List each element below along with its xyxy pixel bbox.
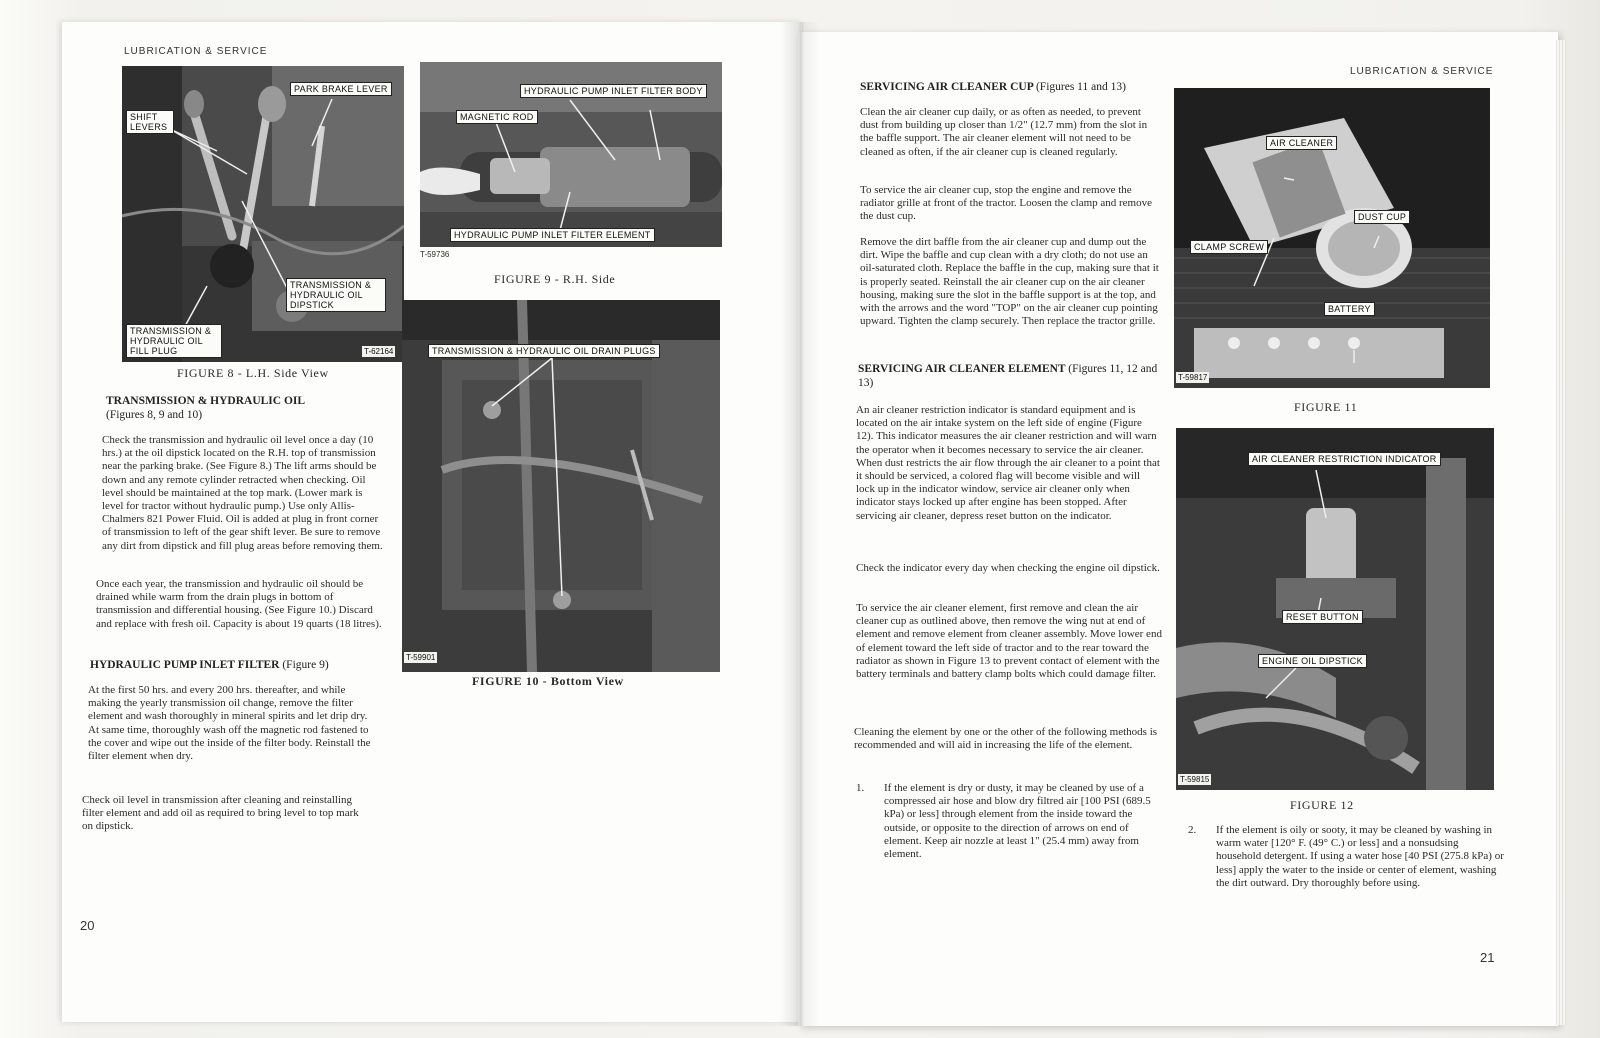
- section-cup-paragraph-2: To service the air cleaner cup, stop the engine and remove the radiator grille at front of the tractor. Loosen the clamp and remove the dust cup.: [860, 184, 1152, 223]
- step-1-text: If the element is dry or dusty, it may be cleaned by use of a compressed air hose and blow dry filtred air [100 PSI (689.5 kPa) or less] through element from the inside toward the outside, or opposite to the direction of arrows on end of element. Keep air nozzle at least 1" (25.4 mm) away from element.: [884, 782, 1151, 861]
- section-oil-title: TRANSMISSION & HYDRAULIC OIL: [106, 395, 306, 407]
- section-oil-subtitle: (Figures 8, 9 and 10): [106, 409, 203, 421]
- left-page-header: LUBRICATION & SERVICE: [124, 46, 268, 57]
- step-2-number: 2.: [1188, 824, 1197, 836]
- page-edges: [1556, 40, 1566, 1025]
- label-shift-levers: SHIFT LEVERS: [126, 110, 174, 134]
- figure-9-caption: FIGURE 9 - R.H. Side: [494, 272, 616, 286]
- section-filter-paragraph-1: At the first 50 hrs. and every 200 hrs. thereafter, and while making the yearly transmission oil change, remove the filter element and wash thoroughly in mineral spirits and let drip dry. At same time, thoroughly wash off the magnetic rod fastened to the cover and wipe out the inside of the filter body. Reinstall the filter element when dry.: [88, 684, 371, 763]
- figure-12-illustration: [1176, 428, 1494, 790]
- label-filter-body: HYDRAULIC PUMP INLET FILTER BODY: [520, 84, 707, 98]
- step-1: [856, 782, 1166, 882]
- figure-12-tnumber: T-59815: [1180, 775, 1210, 784]
- section-element-subtitle: (Figures 11, 12 and 13): [858, 363, 1158, 389]
- section-filter-title: HYDRAULIC PUMP INLET FILTER: [90, 659, 280, 671]
- section-filter-subtitle: (Figure 9): [282, 659, 329, 671]
- section-filter-heading: [90, 658, 410, 672]
- label-clamp-screw: CLAMP SCREW: [1190, 240, 1268, 254]
- section-cup-subtitle: (Figures 11 and 13): [1035, 81, 1126, 93]
- figure-10-photo: [402, 300, 720, 672]
- step-2-text: If the element is oily or sooty, it may be cleaned by washing in warm water [120° F. (49° C.) or less] and a nonsudsing household detergent. If using a water hose [40 PSI (275.8 kPa) or less] apply the water to the inside or center of element, washing the dirt outward. Dry thoroughly before using.: [1216, 824, 1504, 889]
- figure-11-caption: FIGURE 11: [1294, 400, 1358, 414]
- section-cup-paragraph-1: Clean the air cleaner cup daily, or as often as needed, to prevent dust from building up closer than 1/2" (12.7 mm) from the slot in the baffle support. The air cleaner element will not need to be cleaned as often, if the air cleaner cup is cleaned regularly.: [860, 106, 1148, 158]
- right-page-header: LUBRICATION & SERVICE: [1350, 66, 1494, 77]
- book-gutter: [780, 22, 820, 1026]
- figure-8-caption: FIGURE 8 - L.H. Side View: [177, 366, 329, 380]
- section-oil-paragraph-1: Check the transmission and hydraulic oil level once a day (10 hrs.) at the oil dipstick located on the R.H. top of transmission near the parking brake. (See Figure 8.) The lift arms should be down and any remote cylinder retracted when checking. Oil level should be maintained at the top mark. (Lower mark is level for tractor without hydraulic pump.) Use only Allis-Chalmers 821 Power Fluid. Oil is added at plug in front corner of transmission to left of the gear shift lever. Be sure to remove any dirt from dipstick and fill plug areas before removing them.: [102, 434, 383, 552]
- figure-11-tnumber: T-59817: [1178, 373, 1208, 382]
- label-magnetic-rod: MAGNETIC ROD: [456, 110, 538, 124]
- section-cup-heading: [860, 80, 1180, 94]
- figure-11-illustration: [1174, 88, 1490, 388]
- figure-8-tnumber: T-62164: [364, 347, 394, 356]
- label-drain-plugs: TRANSMISSION & HYDRAULIC OIL DRAIN PLUGS: [428, 344, 660, 358]
- section-filter-paragraph-2: Check oil level in transmission after cleaning and reinstalling filter element and add oil as required to bring level to top mark on dipstick.: [82, 794, 359, 833]
- section-oil-paragraph-2: Once each year, the transmission and hydraulic oil should be drained while warm from the drain plugs in bottom of transmission and differential housing. (See Figure 10.) Discard and replace with fresh oil. Capacity is about 19 quarts (18 litres).: [96, 578, 382, 630]
- label-battery: BATTERY: [1324, 302, 1375, 316]
- label-filter-element: HYDRAULIC PUMP INLET FILTER ELEMENT: [450, 228, 655, 242]
- label-air-cleaner: AIR CLEANER: [1266, 136, 1337, 150]
- step-1-number: 1.: [856, 782, 865, 794]
- right-page-number: 21: [1480, 950, 1495, 965]
- figure-9-tnumber: T-59736: [420, 250, 450, 259]
- section-element-paragraph-3: To service the air cleaner element, first remove and clean the air cleaner cup as outlined above, then remove the wing nut at end of element and remove element from cleaner assembly. Move lower end of element toward the left side of tractor and to the rear toward the radiator as shown in Figure 13 to prevent contact of element with the battery terminals and battery clamp bolts which could damage filter.: [856, 602, 1162, 681]
- label-oil-fill-plug: TRANSMISSION & HYDRAULIC OIL FILL PLUG: [126, 324, 222, 358]
- section-oil-heading: [106, 394, 396, 422]
- figure-8-photo: [122, 66, 404, 362]
- label-restriction-indicator: AIR CLEANER RESTRICTION INDICATOR: [1248, 452, 1441, 466]
- figure-12-caption: FIGURE 12: [1290, 798, 1354, 812]
- section-cup-title: SERVICING AIR CLEANER CUP: [860, 81, 1034, 93]
- figure-9-photo: [420, 62, 722, 247]
- figure-10-tnumber: T-59901: [406, 653, 436, 662]
- label-reset-button: RESET BUTTON: [1282, 610, 1363, 624]
- section-element-paragraph-1: An air cleaner restriction indicator is standard equipment and is located on the air intake system on the left side of engine (Figure 12). This indicator measures the air cleaner restriction and will warn the operator when it becomes necessary to service the air cleaner. When dust restricts the air flow through the air cleaner to a point that it should be serviced, a colored flag will become visible and will lock up in the indicator window, service air cleaner only when indicator stays locked up after engine has been stopped. After servicing air cleaner, depress reset button on the indicator.: [856, 404, 1160, 522]
- right-page: [798, 32, 1558, 1026]
- section-element-heading: [858, 362, 1168, 390]
- section-element-paragraph-2: Check the indicator every day when checking the engine oil dipstick.: [856, 562, 1160, 574]
- figure-10-caption: FIGURE 10 - Bottom View: [472, 674, 624, 688]
- label-park-brake-lever: PARK BRAKE LEVER: [290, 82, 392, 96]
- section-element-paragraph-4: Cleaning the element by one or the other of the following methods is recommended and will aid in increasing the life of the element.: [854, 726, 1158, 752]
- figure-12-photo: [1176, 428, 1494, 790]
- left-page-number: 20: [80, 918, 95, 933]
- step-2: [1188, 824, 1506, 924]
- label-dust-cup: DUST CUP: [1354, 210, 1410, 224]
- section-cup-paragraph-3: Remove the dirt baffle from the air cleaner cup and dump out the dirt. Wipe the baffle and cup clean with a dry cloth; do not use an oil-saturated cloth. Replace the baffle in the cup, making sure that it is properly seated. Reinstall the air cleaner cup on the air cleaner housing, making sure the slot in the baffle support is at the top, and with the arrows and the word "TOP" on the air cleaner cup pointing upward. Tighten the clamp securely. Then replace the tractor grille.: [860, 236, 1159, 328]
- left-page: [62, 22, 802, 1022]
- label-engine-oil-dipstick: ENGINE OIL DIPSTICK: [1258, 654, 1367, 668]
- figure-11-photo: [1174, 88, 1490, 388]
- label-oil-dipstick: TRANSMISSION & HYDRAULIC OIL DIPSTICK: [286, 278, 386, 312]
- section-element-title: SERVICING AIR CLEANER ELEMENT: [858, 363, 1066, 375]
